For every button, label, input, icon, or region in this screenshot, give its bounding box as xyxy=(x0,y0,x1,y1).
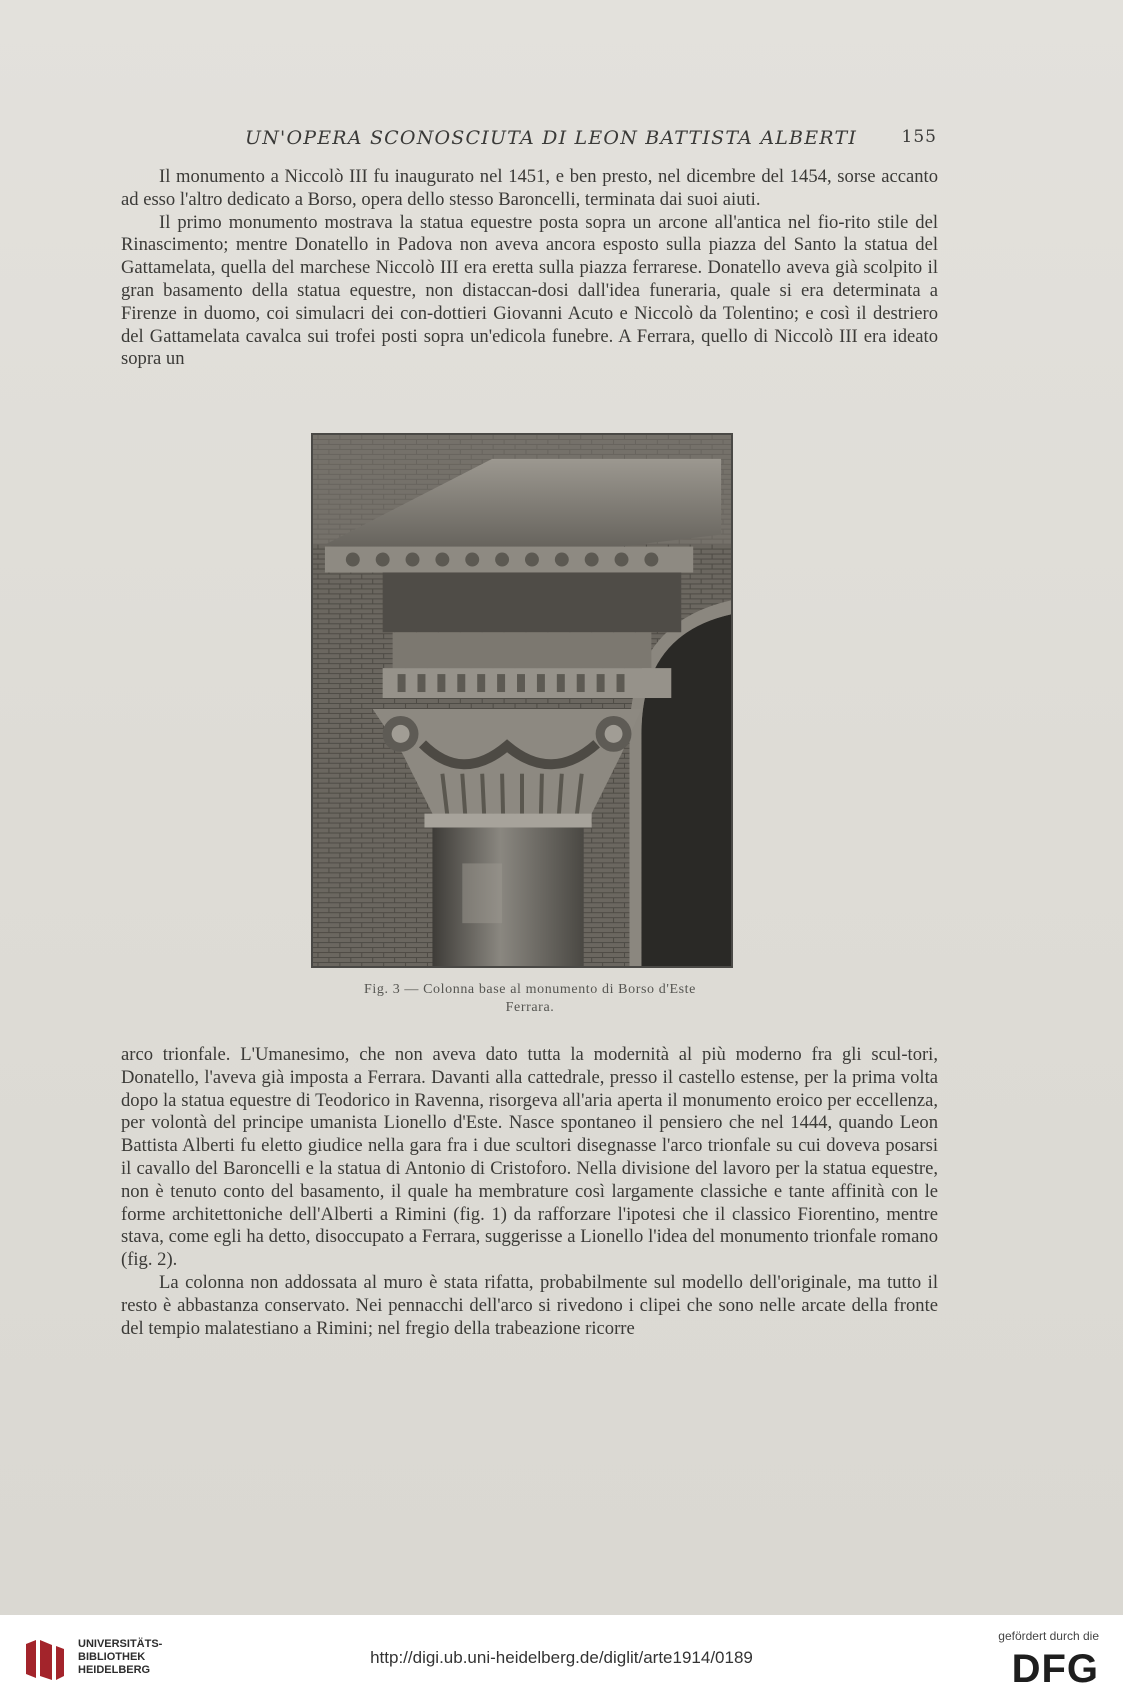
page-number: 155 xyxy=(901,127,937,147)
running-head xyxy=(122,127,937,153)
paragraph: Il primo monumento mostrava la statua equestre posta sopra un arcone all'antica nel fio-rito stile del Rinascimento; mentre Donatello in Padova non aveva ancora esposto sulla piazza del Santo la statua del Gattamelata, quella del marchese Niccolò III era eretta sulla piazza ferrarese. Donatello aveva già scolpito il gran basamento della statua equestre, non distaccan-dosi dall'idea funeraria, quale si era determinata a Firenze in duomo, coi simulacri dei con-dottieri Giovanni Acuto e Niccolò da Tolentino; e così il destriero del Gattamelata cavalca sui trofei posti sopra un'edicola funebre. A Ferrara, quello di Niccolò III era ideato sopra un xyxy=(121,211,938,370)
caption-line-2: Ferrara. xyxy=(505,1000,555,1015)
running-title: UN'OPERA SCONOSCIUTA DI LEON BATTISTA ALBERTI xyxy=(245,127,858,149)
funded-by-label: gefördert durch die xyxy=(998,1629,1099,1643)
paragraph: Il monumento a Niccolò III fu inaugurato nel 1451, e ben presto, nel dicembre del 1454, sorse accanto ad esso l'altro dedicato a Borso, opera dello stesso Baroncelli, terminata dai suoi aiuti. xyxy=(121,166,938,210)
dfg-logo[interactable] xyxy=(979,1629,1099,1691)
body-text-top xyxy=(121,166,938,371)
column-photo-illustration xyxy=(313,435,731,966)
permalink xyxy=(0,1648,1123,1668)
footer-bar xyxy=(0,1615,1123,1698)
figure-photograph xyxy=(311,433,733,968)
library-name-line: BIBLIOTHEK xyxy=(78,1651,146,1663)
paragraph: arco trionfale. L'Umanesimo, che non aveva dato tutta la modernità al più moderno fra gli scul-tori, Donatello, l'aveva già imposta a Ferrara. Davanti alla cattedrale, presso il castello estense, per la prima volta dopo la statua equestre di Teodorico in Ravenna, risorgeva all'aria aperta il monumento eroico per eccellenza, per volontà del principe umanista Lionello d'Este. Nasce spontaneo il pensiero che nel 1444, quando Leon Battista Alberti fu eletto giudice nella gara fra i due scultori disegnasse l'arco trionfale su cui doveva posarsi il cavallo del Baroncelli e la statua di Antonio di Cristoforo. Nella divisione del lavoro per la statua equestre, non è tenuto conto del basamento, il quale ha membrature così largamente classiche e tante affinità con le forme architettoniche dell'Alberti a Rimini (fig. 1) da rafforzare l'ipotesi che il classico Fiorentino, mentre stava, come egli ha detto, disoccupato a Ferrara, suggerisse a Lionello l'idea del monumento trionfale romano (fig. 2). xyxy=(121,1044,938,1271)
paragraph: La colonna non addossata al muro è stata rifatta, probabilmente sul modello dell'originale, ma tutto il resto è abbastanza conservato. Nei pennacchi dell'arco si rivedono i clipei che sono nelle arcate della fronte del tempio malatestiano a Rimini; nel fregio della trabeazione ricorre xyxy=(121,1271,938,1339)
body-text-bottom xyxy=(121,1044,938,1340)
library-name-line: HEIDELBERG xyxy=(78,1664,151,1676)
figure-caption xyxy=(300,981,760,1017)
caption-line-1: Fig. 3 — Colonna base al monumento di Borso d'Este xyxy=(364,982,696,997)
dfg-wordmark: DFG xyxy=(1011,1647,1099,1691)
permalink-link[interactable]: http://digi.ub.uni-heidelberg.de/diglit/arte1914/0189 xyxy=(370,1648,753,1667)
library-name-line: UNIVERSITÄTS- xyxy=(78,1638,163,1650)
